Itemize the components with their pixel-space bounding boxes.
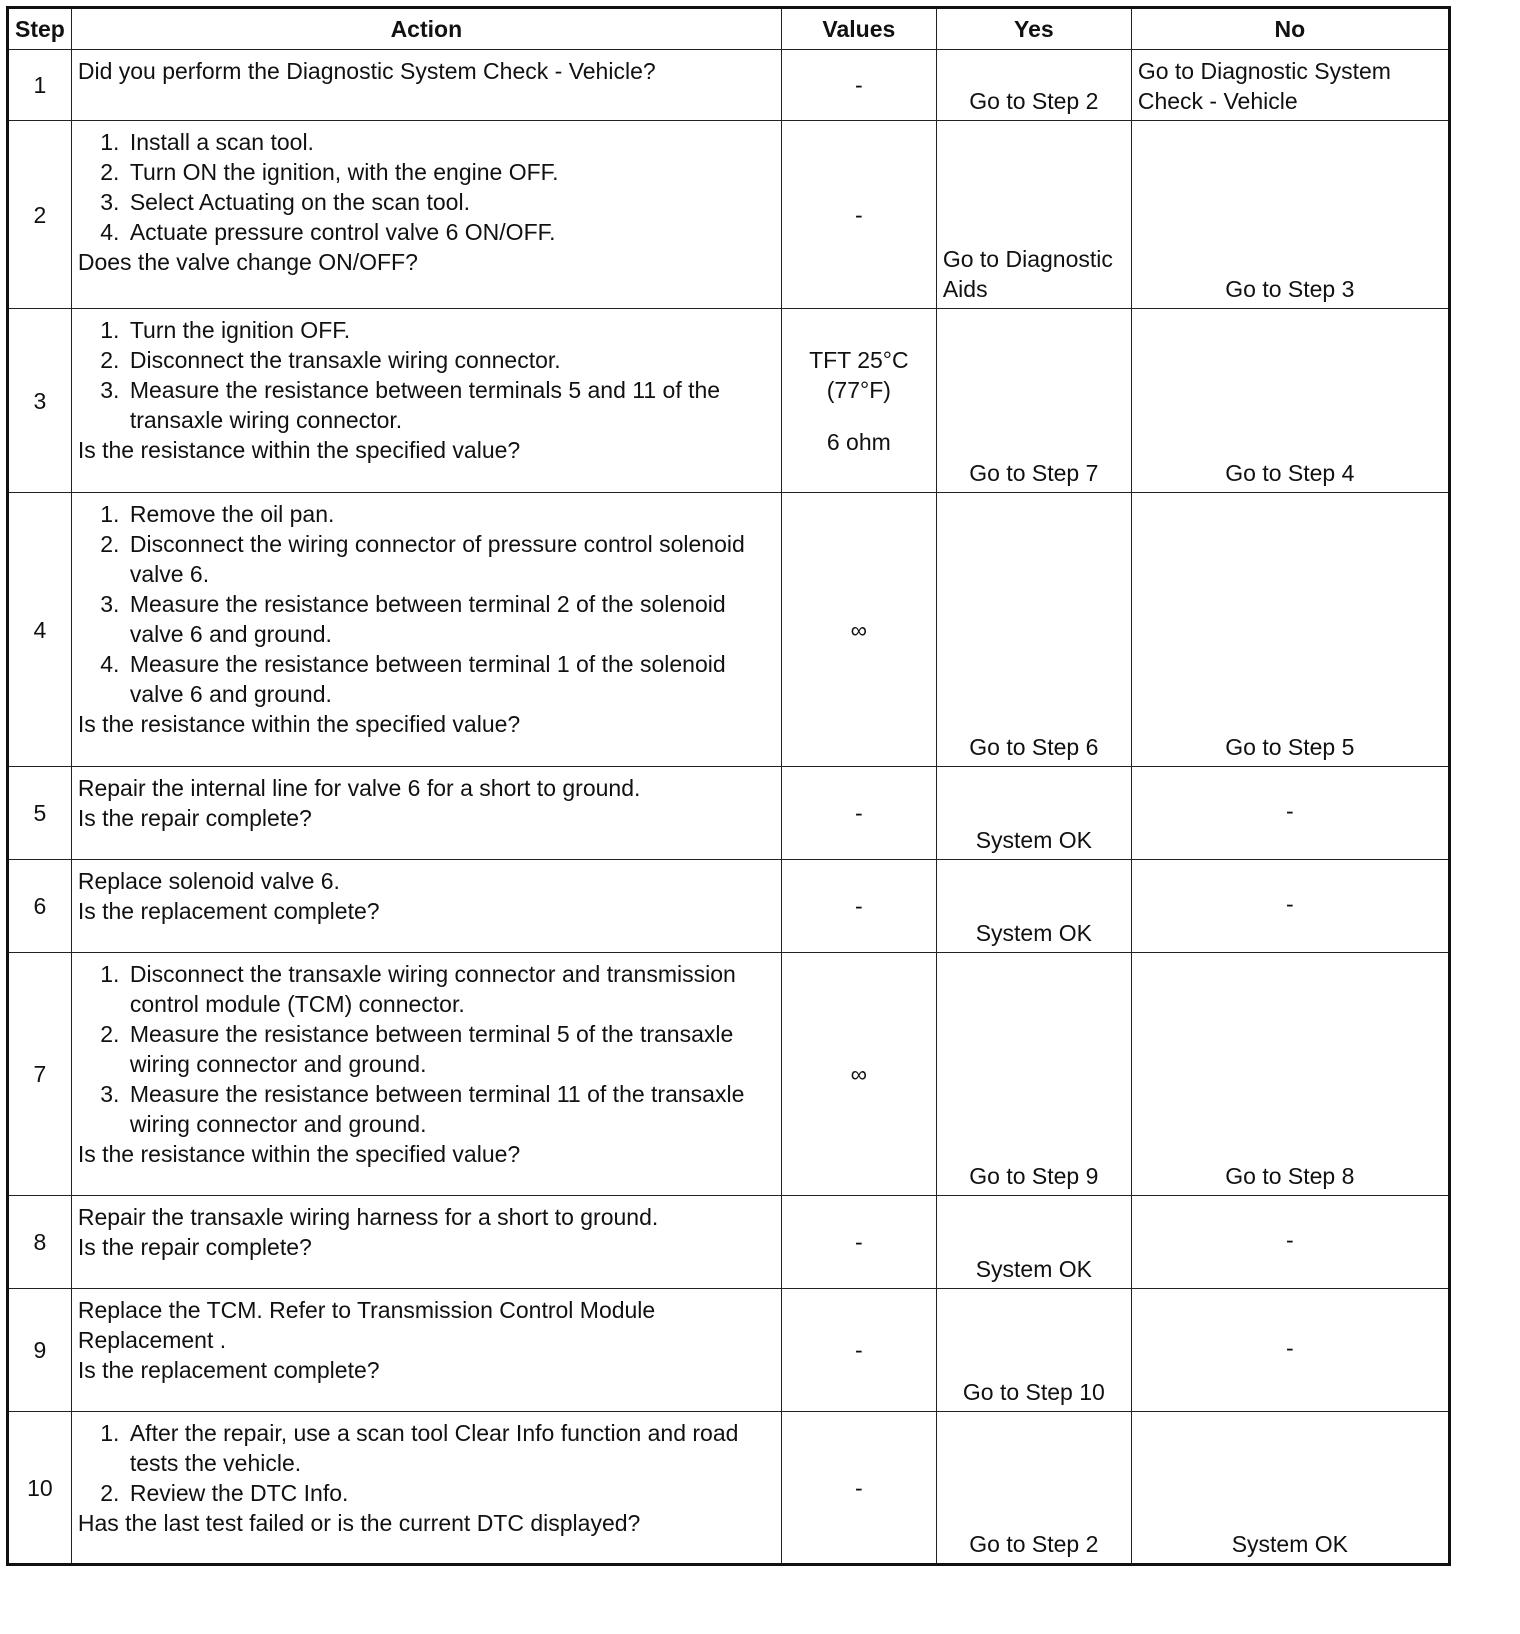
no-cell: - <box>1131 1196 1449 1289</box>
action-question: Is the resistance within the specified value? <box>77 711 521 737</box>
step-number: 3 <box>8 309 72 493</box>
values-cell: - <box>781 50 936 121</box>
values-cell: - <box>781 767 936 860</box>
step-number: 7 <box>8 953 72 1196</box>
values-cell <box>781 309 936 493</box>
action-text: Replace the TCM. Refer to Transmission Control Module Replacement . <box>77 1297 656 1353</box>
action-cell <box>71 767 781 860</box>
list-item: 3. Measure the resistance between terminal 11 of the transaxle wiring connector and ground. <box>126 1079 775 1139</box>
no-cell: Go to Step 5 <box>1131 493 1449 767</box>
list-item: 1. Install a scan tool. <box>126 127 775 157</box>
list-item: 3. Measure the resistance between terminals 5 and 11 of the transaxle wiring connector. <box>126 375 775 435</box>
header-values: Values <box>781 8 936 50</box>
action-question: Is the replacement complete? <box>77 1357 380 1383</box>
action-question: Is the repair complete? <box>77 805 312 831</box>
values-cell: ∞ <box>781 493 936 767</box>
values-cell: - <box>781 121 936 309</box>
step-number: 1 <box>8 50 72 121</box>
list-item: 1. Turn the ignition OFF. <box>126 315 775 345</box>
yes-cell: Go to Diagnostic Aids <box>936 121 1131 309</box>
step-number: 8 <box>8 1196 72 1289</box>
action-text: Repair the internal line for valve 6 for a short to ground. <box>77 775 641 801</box>
action-text: Repair the transaxle wiring harness for a short to ground. <box>77 1204 659 1230</box>
yes-cell: System OK <box>936 1196 1131 1289</box>
values-temperature: TFT 25°C <box>809 346 909 373</box>
values-cell: - <box>781 860 936 953</box>
header-action: Action <box>71 8 781 50</box>
action-cell <box>71 1289 781 1412</box>
table-row <box>8 121 1450 309</box>
step-number: 5 <box>8 767 72 860</box>
yes-cell: Go to Step 6 <box>936 493 1131 767</box>
header-step: Step <box>8 8 72 50</box>
table-row <box>8 1289 1450 1412</box>
list-item: 3. Select Actuating on the scan tool. <box>126 187 775 217</box>
action-cell <box>71 50 781 121</box>
action-question: Is the replacement complete? <box>77 898 380 924</box>
action-question: Does the valve change ON/OFF? <box>77 249 418 275</box>
table-row <box>8 1196 1450 1289</box>
table-row <box>8 493 1450 767</box>
action-cell <box>71 309 781 493</box>
table-row <box>8 309 1450 493</box>
yes-cell: Go to Step 9 <box>936 953 1131 1196</box>
list-item: 1. After the repair, use a scan tool Clear Info function and road tests the vehicle. <box>126 1418 775 1478</box>
no-cell: - <box>1131 767 1449 860</box>
action-question: Has the last test failed or is the current DTC displayed? <box>77 1510 641 1536</box>
list-item: 2. Measure the resistance between terminal 5 of the transaxle wiring connector and ground. <box>126 1019 775 1079</box>
list-item: 4. Actuate pressure control valve 6 ON/OFF. <box>126 217 775 247</box>
table-row <box>8 860 1450 953</box>
list-item: 2. Review the DTC Info. <box>126 1478 775 1508</box>
action-text: Replace solenoid valve 6. <box>77 868 340 894</box>
header-yes: Yes <box>936 8 1131 50</box>
list-item: 1. Remove the oil pan. <box>126 499 775 529</box>
yes-cell: System OK <box>936 767 1131 860</box>
action-cell <box>71 1196 781 1289</box>
values-cell: - <box>781 1289 936 1412</box>
step-number: 10 <box>8 1412 72 1565</box>
no-cell: Go to Step 3 <box>1131 121 1449 309</box>
action-list <box>78 315 775 435</box>
list-item: 3. Measure the resistance between terminal 2 of the solenoid valve 6 and ground. <box>126 589 775 649</box>
values-cell: - <box>781 1196 936 1289</box>
action-cell <box>71 121 781 309</box>
step-number: 4 <box>8 493 72 767</box>
action-list <box>78 959 775 1139</box>
action-cell <box>71 1412 781 1565</box>
action-cell <box>71 860 781 953</box>
list-item: 2. Disconnect the transaxle wiring connector. <box>126 345 775 375</box>
yes-cell: Go to Step 2 <box>936 50 1131 121</box>
values-temperature-f: (77°F) <box>826 376 891 403</box>
diagnostic-table <box>6 6 1451 1566</box>
step-number: 2 <box>8 121 72 309</box>
step-number: 6 <box>8 860 72 953</box>
yes-cell: Go to Step 7 <box>936 309 1131 493</box>
list-item: 2. Turn ON the ignition, with the engine OFF. <box>126 157 775 187</box>
table-row <box>8 767 1450 860</box>
action-list <box>78 127 775 247</box>
values-cell: ∞ <box>781 953 936 1196</box>
action-question: Is the resistance within the specified value? <box>77 437 521 463</box>
list-item: 4. Measure the resistance between terminal 1 of the solenoid valve 6 and ground. <box>126 649 775 709</box>
yes-cell: Go to Step 2 <box>936 1412 1131 1565</box>
action-list <box>78 1418 775 1508</box>
action-list <box>78 499 775 709</box>
no-cell: - <box>1131 1289 1449 1412</box>
no-cell: System OK <box>1131 1412 1449 1565</box>
list-item: 2. Disconnect the wiring connector of pressure control solenoid valve 6. <box>126 529 775 589</box>
table-row <box>8 953 1450 1196</box>
action-question: Is the resistance within the specified value? <box>77 1141 521 1167</box>
header-row <box>8 8 1450 50</box>
table-row <box>8 1412 1450 1565</box>
action-cell <box>71 493 781 767</box>
yes-cell: Go to Step 10 <box>936 1289 1131 1412</box>
action-text: Did you perform the Diagnostic System Check - Vehicle? <box>77 58 656 84</box>
no-cell: Go to Step 8 <box>1131 953 1449 1196</box>
header-no: No <box>1131 8 1449 50</box>
no-cell: Go to Step 4 <box>1131 309 1449 493</box>
values-resistance: 6 ohm <box>826 428 891 455</box>
values-cell: - <box>781 1412 936 1565</box>
yes-cell: System OK <box>936 860 1131 953</box>
table-row <box>8 50 1450 121</box>
action-cell <box>71 953 781 1196</box>
action-question: Is the repair complete? <box>77 1234 312 1260</box>
step-number: 9 <box>8 1289 72 1412</box>
no-cell: - <box>1131 860 1449 953</box>
no-cell: Go to Diagnostic System Check - Vehicle <box>1131 50 1449 121</box>
list-item: 1. Disconnect the transaxle wiring connector and transmission control module (TCM) connector. <box>126 959 775 1019</box>
